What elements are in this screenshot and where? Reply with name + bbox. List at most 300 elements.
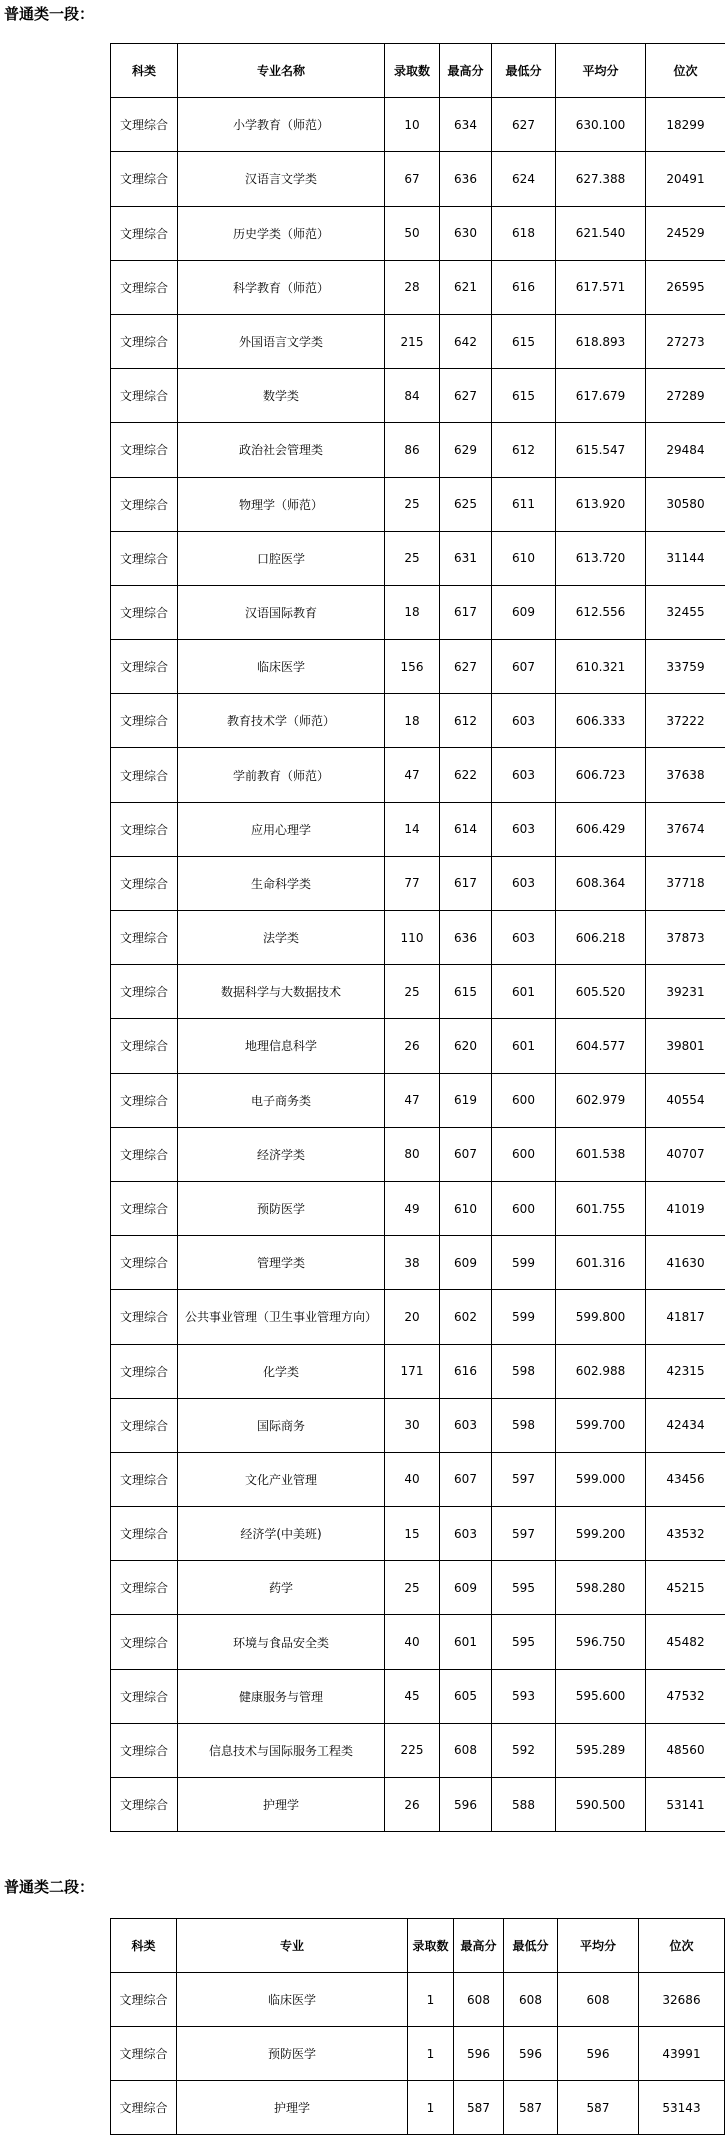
table-cell: 627 <box>492 98 556 152</box>
table-cell: 156 <box>385 640 440 694</box>
table-cell: 数据科学与大数据技术 <box>178 965 385 1019</box>
table-cell: 608 <box>454 1973 504 2027</box>
table-cell: 603 <box>492 856 556 910</box>
table-cell: 601.538 <box>556 1127 646 1181</box>
table-cell: 49 <box>385 1181 440 1235</box>
table-cell: 45 <box>385 1669 440 1723</box>
table-row <box>111 585 725 639</box>
table-cell: 预防医学 <box>177 2027 408 2081</box>
table-cell: 627.388 <box>556 152 646 206</box>
table-cell: 598.280 <box>556 1561 646 1615</box>
table-cell: 599.200 <box>556 1507 646 1561</box>
table-cell: 文理综合 <box>111 1181 178 1235</box>
table-cell: 41019 <box>646 1181 725 1235</box>
table-cell: 37873 <box>646 911 725 965</box>
table-cell: 598 <box>492 1344 556 1398</box>
table-cell: 587 <box>504 2081 558 2135</box>
table-cell: 25 <box>385 531 440 585</box>
table-cell: 37674 <box>646 802 725 856</box>
table-cell: 文理综合 <box>111 477 178 531</box>
table-cell: 110 <box>385 911 440 965</box>
table-cell: 文理综合 <box>111 911 178 965</box>
table-cell: 84 <box>385 369 440 423</box>
table-row <box>111 1127 725 1181</box>
table-cell: 42315 <box>646 1344 725 1398</box>
table-cell: 590.500 <box>556 1778 646 1832</box>
table-cell: 606.218 <box>556 911 646 965</box>
table-cell: 25 <box>385 477 440 531</box>
table-cell: 608.364 <box>556 856 646 910</box>
table-cell: 599.000 <box>556 1452 646 1506</box>
table-cell: 1 <box>408 2081 454 2135</box>
table-cell: 41817 <box>646 1290 725 1344</box>
table-cell: 45215 <box>646 1561 725 1615</box>
table-cell: 文理综合 <box>111 856 178 910</box>
table-cell: 37222 <box>646 694 725 748</box>
table-cell: 文理综合 <box>111 1778 178 1832</box>
table-cell: 600 <box>492 1073 556 1127</box>
table-cell: 文理综合 <box>111 1973 177 2027</box>
table-cell: 617.571 <box>556 260 646 314</box>
table-cell: 18 <box>385 585 440 639</box>
table-cell: 50 <box>385 206 440 260</box>
table-cell: 预防医学 <box>178 1181 385 1235</box>
admission-table-1 <box>110 43 725 1832</box>
table-cell: 文化产业管理 <box>178 1452 385 1506</box>
table-cell: 606.333 <box>556 694 646 748</box>
table-cell: 37638 <box>646 748 725 802</box>
table-cell: 生命科学类 <box>178 856 385 910</box>
column-header: 专业名称 <box>178 44 385 98</box>
table-cell: 物理学（师范） <box>178 477 385 531</box>
table-cell: 621 <box>440 260 492 314</box>
table-cell: 600 <box>492 1181 556 1235</box>
table-cell: 39231 <box>646 965 725 1019</box>
table-cell: 文理综合 <box>111 260 178 314</box>
table-cell: 608 <box>504 1973 558 2027</box>
table-row <box>111 1290 725 1344</box>
table-cell: 化学类 <box>178 1344 385 1398</box>
table-cell: 618.893 <box>556 314 646 368</box>
table-cell: 护理学 <box>177 2081 408 2135</box>
table-cell: 609 <box>492 585 556 639</box>
table-row <box>111 1452 725 1506</box>
table-cell: 599 <box>492 1290 556 1344</box>
admission-table-2 <box>110 1918 725 2135</box>
table-cell: 公共事业管理（卫生事业管理方向） <box>178 1290 385 1344</box>
table-row <box>111 1778 725 1832</box>
table-cell: 617 <box>440 585 492 639</box>
table-cell: 地理信息科学 <box>178 1019 385 1073</box>
column-header: 位次 <box>639 1919 725 1973</box>
table-row <box>111 1236 725 1290</box>
table-cell: 599.700 <box>556 1398 646 1452</box>
table-cell: 药学 <box>178 1561 385 1615</box>
table-cell: 45482 <box>646 1615 725 1669</box>
table-cell: 经济学(中美班) <box>178 1507 385 1561</box>
table-cell: 614 <box>440 802 492 856</box>
table-cell: 595.289 <box>556 1723 646 1777</box>
table-cell: 607 <box>440 1127 492 1181</box>
table-row <box>111 477 725 531</box>
table-cell: 38 <box>385 1236 440 1290</box>
table-cell: 汉语国际教育 <box>178 585 385 639</box>
table-cell: 612 <box>492 423 556 477</box>
table-cell: 26 <box>385 1019 440 1073</box>
table-row <box>111 2027 725 2081</box>
table-cell: 25 <box>385 965 440 1019</box>
table-cell: 文理综合 <box>111 585 178 639</box>
table-cell: 应用心理学 <box>178 802 385 856</box>
table-row <box>111 1723 725 1777</box>
column-header: 录取数 <box>385 44 440 98</box>
table-cell: 617 <box>440 856 492 910</box>
table-cell: 29484 <box>646 423 725 477</box>
table-cell: 609 <box>440 1236 492 1290</box>
table-cell: 593 <box>492 1669 556 1723</box>
table-row <box>111 1344 725 1398</box>
column-header: 最低分 <box>504 1919 558 1973</box>
table-cell: 26595 <box>646 260 725 314</box>
table-cell: 615 <box>440 965 492 1019</box>
table-cell: 630 <box>440 206 492 260</box>
table-cell: 文理综合 <box>111 98 178 152</box>
table-cell: 603 <box>492 694 556 748</box>
table-row <box>111 1615 725 1669</box>
table-cell: 601 <box>440 1615 492 1669</box>
table-cell: 40554 <box>646 1073 725 1127</box>
table-cell: 10 <box>385 98 440 152</box>
table-cell: 学前教育（师范） <box>178 748 385 802</box>
table-row <box>111 802 725 856</box>
table-cell: 610 <box>440 1181 492 1235</box>
table-cell: 文理综合 <box>111 1398 178 1452</box>
table-cell: 14 <box>385 802 440 856</box>
table-cell: 文理综合 <box>111 1723 178 1777</box>
table-cell: 28 <box>385 260 440 314</box>
table-cell: 602.988 <box>556 1344 646 1398</box>
table-cell: 20491 <box>646 152 725 206</box>
table-cell: 文理综合 <box>111 640 178 694</box>
table-row <box>111 423 725 477</box>
table-cell: 科学教育（师范） <box>178 260 385 314</box>
table-cell: 18 <box>385 694 440 748</box>
table-cell: 601 <box>492 965 556 1019</box>
table-cell: 文理综合 <box>111 965 178 1019</box>
table-cell: 598 <box>492 1398 556 1452</box>
table-cell: 文理综合 <box>111 1669 178 1723</box>
table-row <box>111 1073 725 1127</box>
table-cell: 27289 <box>646 369 725 423</box>
table-cell: 外国语言文学类 <box>178 314 385 368</box>
table-cell: 43532 <box>646 1507 725 1561</box>
table-cell: 605.520 <box>556 965 646 1019</box>
table-cell: 40 <box>385 1615 440 1669</box>
table-cell: 601 <box>492 1019 556 1073</box>
table-cell: 40707 <box>646 1127 725 1181</box>
table-row <box>111 531 725 585</box>
table-cell: 文理综合 <box>111 1344 178 1398</box>
table-cell: 599 <box>492 1236 556 1290</box>
table-cell: 612 <box>440 694 492 748</box>
table-cell: 597 <box>492 1452 556 1506</box>
table-cell: 617.679 <box>556 369 646 423</box>
table-cell: 615 <box>492 314 556 368</box>
table-cell: 文理综合 <box>111 1127 178 1181</box>
table-cell: 文理综合 <box>111 1236 178 1290</box>
table-cell: 627 <box>440 369 492 423</box>
table-cell: 文理综合 <box>111 694 178 748</box>
table-cell: 77 <box>385 856 440 910</box>
table-cell: 文理综合 <box>111 2027 177 2081</box>
column-header: 录取数 <box>408 1919 454 1973</box>
table-cell: 33759 <box>646 640 725 694</box>
table-cell: 43991 <box>639 2027 725 2081</box>
table-cell: 630.100 <box>556 98 646 152</box>
table-row <box>111 1019 725 1073</box>
table-cell: 615 <box>492 369 556 423</box>
table-cell: 67 <box>385 152 440 206</box>
table-cell: 595 <box>492 1615 556 1669</box>
table-cell: 602.979 <box>556 1073 646 1127</box>
table-row <box>111 1507 725 1561</box>
header-row <box>111 1919 725 1973</box>
table-cell: 31144 <box>646 531 725 585</box>
table-cell: 588 <box>492 1778 556 1832</box>
table-cell: 汉语言文学类 <box>178 152 385 206</box>
table-cell: 文理综合 <box>111 314 178 368</box>
section-title-1: 普通类一段： <box>4 5 95 23</box>
table-cell: 国际商务 <box>178 1398 385 1452</box>
table-cell: 622 <box>440 748 492 802</box>
table-cell: 47 <box>385 748 440 802</box>
table-cell: 32455 <box>646 585 725 639</box>
table-cell: 642 <box>440 314 492 368</box>
table-row <box>111 1398 725 1452</box>
table-cell: 592 <box>492 1723 556 1777</box>
table-cell: 37718 <box>646 856 725 910</box>
table-cell: 43456 <box>646 1452 725 1506</box>
column-header: 平均分 <box>556 44 646 98</box>
table-cell: 文理综合 <box>111 152 178 206</box>
table-cell: 597 <box>492 1507 556 1561</box>
table-cell: 文理综合 <box>111 1615 178 1669</box>
table-row <box>111 2081 725 2135</box>
table-cell: 636 <box>440 911 492 965</box>
table-cell: 文理综合 <box>111 1507 178 1561</box>
table-cell: 603 <box>440 1398 492 1452</box>
table-cell: 健康服务与管理 <box>178 1669 385 1723</box>
table-cell: 护理学 <box>178 1778 385 1832</box>
table-cell: 文理综合 <box>111 1290 178 1344</box>
section-title-2: 普通类二段： <box>4 1878 95 1896</box>
column-header: 位次 <box>646 44 725 98</box>
table-cell: 27273 <box>646 314 725 368</box>
table-cell: 文理综合 <box>111 1452 178 1506</box>
table-cell: 文理综合 <box>111 369 178 423</box>
table-cell: 文理综合 <box>111 1019 178 1073</box>
table-cell: 599.800 <box>556 1290 646 1344</box>
table-cell: 606.429 <box>556 802 646 856</box>
table-cell: 602 <box>440 1290 492 1344</box>
table-cell: 596 <box>440 1778 492 1832</box>
table-cell: 教育技术学（师范） <box>178 694 385 748</box>
table-cell: 30 <box>385 1398 440 1452</box>
table-cell: 596 <box>558 2027 639 2081</box>
table-cell: 627 <box>440 640 492 694</box>
table-cell: 临床医学 <box>177 1973 408 2027</box>
table-cell: 621.540 <box>556 206 646 260</box>
table-cell: 47 <box>385 1073 440 1127</box>
table-row <box>111 206 725 260</box>
table-cell: 30580 <box>646 477 725 531</box>
table-cell: 595 <box>492 1561 556 1615</box>
table-cell: 环境与食品安全类 <box>178 1615 385 1669</box>
table-cell: 口腔医学 <box>178 531 385 585</box>
table-cell: 25 <box>385 1561 440 1615</box>
table-cell: 636 <box>440 152 492 206</box>
table-cell: 587 <box>454 2081 504 2135</box>
table-cell: 601.316 <box>556 1236 646 1290</box>
table-cell: 1 <box>408 2027 454 2081</box>
table-row <box>111 1561 725 1615</box>
table-cell: 601.755 <box>556 1181 646 1235</box>
table-row <box>111 1669 725 1723</box>
table-cell: 603 <box>440 1507 492 1561</box>
table-cell: 611 <box>492 477 556 531</box>
table-cell: 595.600 <box>556 1669 646 1723</box>
table-cell: 610 <box>492 531 556 585</box>
table-row <box>111 260 725 314</box>
table-cell: 596 <box>454 2027 504 2081</box>
table-cell: 电子商务类 <box>178 1073 385 1127</box>
table-cell: 47532 <box>646 1669 725 1723</box>
table-row <box>111 965 725 1019</box>
table-row <box>111 1973 725 2027</box>
table-cell: 610.321 <box>556 640 646 694</box>
table-cell: 596 <box>504 2027 558 2081</box>
table-cell: 613.920 <box>556 477 646 531</box>
table-cell: 600 <box>492 1127 556 1181</box>
table-row <box>111 1181 725 1235</box>
table-cell: 603 <box>492 748 556 802</box>
column-header: 最高分 <box>440 44 492 98</box>
table-cell: 53143 <box>639 2081 725 2135</box>
table-cell: 215 <box>385 314 440 368</box>
table-cell: 225 <box>385 1723 440 1777</box>
table-cell: 26 <box>385 1778 440 1832</box>
table-row <box>111 98 725 152</box>
table-cell: 634 <box>440 98 492 152</box>
table-cell: 文理综合 <box>111 423 178 477</box>
table-cell: 信息技术与国际服务工程类 <box>178 1723 385 1777</box>
table-row <box>111 748 725 802</box>
table-cell: 631 <box>440 531 492 585</box>
table-cell: 613.720 <box>556 531 646 585</box>
header-row <box>111 44 725 98</box>
table-cell: 40 <box>385 1452 440 1506</box>
column-header: 最低分 <box>492 44 556 98</box>
column-header: 科类 <box>111 44 178 98</box>
table-row <box>111 694 725 748</box>
table-cell: 历史学类（师范） <box>178 206 385 260</box>
table-cell: 文理综合 <box>111 1073 178 1127</box>
table-cell: 数学类 <box>178 369 385 423</box>
table-cell: 32686 <box>639 1973 725 2027</box>
table-row <box>111 640 725 694</box>
table-cell: 624 <box>492 152 556 206</box>
table-row <box>111 314 725 368</box>
table-cell: 596.750 <box>556 1615 646 1669</box>
table-cell: 政治社会管理类 <box>178 423 385 477</box>
table-cell: 629 <box>440 423 492 477</box>
table-cell: 606.723 <box>556 748 646 802</box>
table-cell: 607 <box>492 640 556 694</box>
table-cell: 618 <box>492 206 556 260</box>
table-cell: 18299 <box>646 98 725 152</box>
table-cell: 20 <box>385 1290 440 1344</box>
table-cell: 615.547 <box>556 423 646 477</box>
column-header: 最高分 <box>454 1919 504 1973</box>
table-cell: 616 <box>440 1344 492 1398</box>
table-cell: 587 <box>558 2081 639 2135</box>
table-row <box>111 856 725 910</box>
table-cell: 15 <box>385 1507 440 1561</box>
column-header: 科类 <box>111 1919 177 1973</box>
table-cell: 小学教育（师范） <box>178 98 385 152</box>
table-cell: 603 <box>492 911 556 965</box>
table-cell: 171 <box>385 1344 440 1398</box>
table-cell: 609 <box>440 1561 492 1615</box>
table-cell: 41630 <box>646 1236 725 1290</box>
table-cell: 24529 <box>646 206 725 260</box>
table-cell: 605 <box>440 1669 492 1723</box>
table-cell: 39801 <box>646 1019 725 1073</box>
table-cell: 经济学类 <box>178 1127 385 1181</box>
table-cell: 文理综合 <box>111 2081 177 2135</box>
table-cell: 文理综合 <box>111 1561 178 1615</box>
table-cell: 608 <box>440 1723 492 1777</box>
table-cell: 1 <box>408 1973 454 2027</box>
table-cell: 53141 <box>646 1778 725 1832</box>
table-cell: 临床医学 <box>178 640 385 694</box>
table-cell: 文理综合 <box>111 802 178 856</box>
table-cell: 86 <box>385 423 440 477</box>
column-header: 专业 <box>177 1919 408 1973</box>
table-cell: 620 <box>440 1019 492 1073</box>
table-cell: 法学类 <box>178 911 385 965</box>
table-cell: 603 <box>492 802 556 856</box>
table-cell: 48560 <box>646 1723 725 1777</box>
table-cell: 管理学类 <box>178 1236 385 1290</box>
table-cell: 625 <box>440 477 492 531</box>
table-cell: 616 <box>492 260 556 314</box>
table-cell: 文理综合 <box>111 748 178 802</box>
table-row <box>111 369 725 423</box>
table-row <box>111 152 725 206</box>
table-cell: 80 <box>385 1127 440 1181</box>
table-cell: 608 <box>558 1973 639 2027</box>
table-cell: 612.556 <box>556 585 646 639</box>
table-cell: 619 <box>440 1073 492 1127</box>
table-cell: 42434 <box>646 1398 725 1452</box>
table-cell: 604.577 <box>556 1019 646 1073</box>
column-header: 平均分 <box>558 1919 639 1973</box>
table-cell: 607 <box>440 1452 492 1506</box>
table-cell: 文理综合 <box>111 206 178 260</box>
table-cell: 文理综合 <box>111 531 178 585</box>
table-row <box>111 911 725 965</box>
